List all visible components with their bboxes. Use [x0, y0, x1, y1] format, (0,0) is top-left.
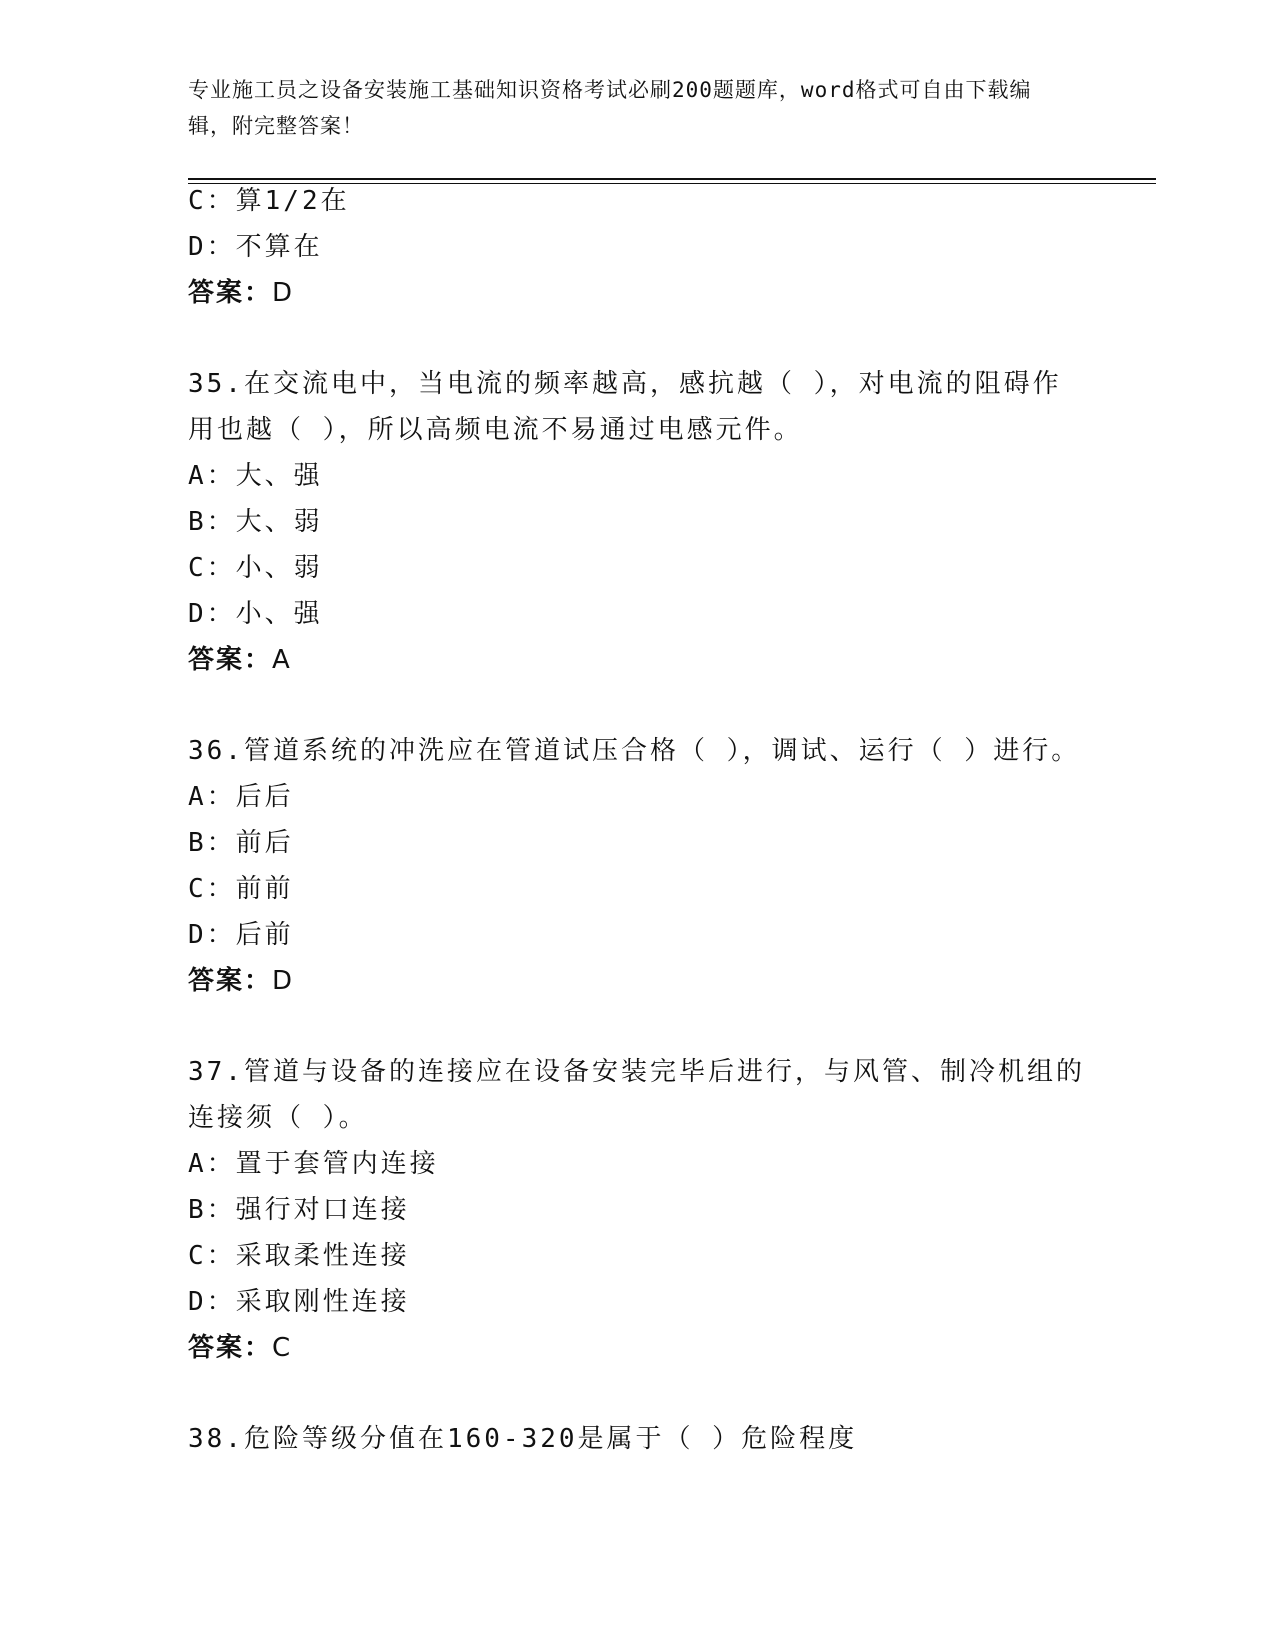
option-d: D：采取刚性连接 [188, 1287, 410, 1317]
answer-label: 答案： [188, 1333, 273, 1363]
question-text: 37.管道与设备的连接应在设备安装完毕后进行，与风管、制冷机组的连接须（ ）。 [188, 1057, 1085, 1133]
option-c: C：前前 [188, 874, 294, 904]
option-a: A：后后 [188, 782, 294, 812]
question-37 [188, 1049, 1088, 1371]
answer-label: 答案： [188, 278, 273, 308]
option-d: D：不算在 [188, 232, 323, 262]
document-header: 专业施工员之设备安装施工基础知识资格考试必刷200题题库，word格式可自由下载编辑，附完整答案！ [188, 78, 1032, 138]
option-d: D：后前 [188, 920, 294, 950]
answer-value: D [272, 278, 296, 308]
document-body [188, 178, 1088, 1462]
prev-question-tail [188, 178, 1088, 316]
question-text: 35.在交流电中，当电流的频率越高，感抗越（ ），对电流的阻碍作用也越（ ），所以高频电流不易通过电感元件。 [188, 369, 1062, 445]
option-d: D：小、强 [188, 599, 323, 629]
answer-line [188, 1325, 1088, 1371]
question-38 [188, 1416, 1088, 1462]
question-35 [188, 361, 1088, 683]
question-text: 36.管道系统的冲洗应在管道试压合格（ ），调试、运行（ ）进行。 [188, 736, 1081, 766]
answer-line [188, 958, 1088, 1004]
answer-value: D [272, 966, 296, 996]
option-a: A：置于套管内连接 [188, 1149, 439, 1179]
option-c: C：算1/2在 [188, 186, 350, 216]
answer-label: 答案： [188, 645, 273, 675]
answer-label: 答案： [188, 966, 273, 996]
answer-value: A [272, 645, 293, 675]
option-c: C：采取柔性连接 [188, 1241, 410, 1271]
option-c: C：小、弱 [188, 553, 323, 583]
option-b: B：大、弱 [188, 507, 323, 537]
option-b: B：强行对口连接 [188, 1195, 410, 1225]
answer-line [188, 637, 1088, 683]
answer-line [188, 270, 1088, 316]
option-b: B：前后 [188, 828, 294, 858]
answer-value: C [272, 1333, 294, 1363]
option-a: A：大、强 [188, 461, 323, 491]
question-text: 38.危险等级分值在160-320是属于（ ）危险程度 [188, 1424, 858, 1454]
question-36 [188, 728, 1088, 1004]
